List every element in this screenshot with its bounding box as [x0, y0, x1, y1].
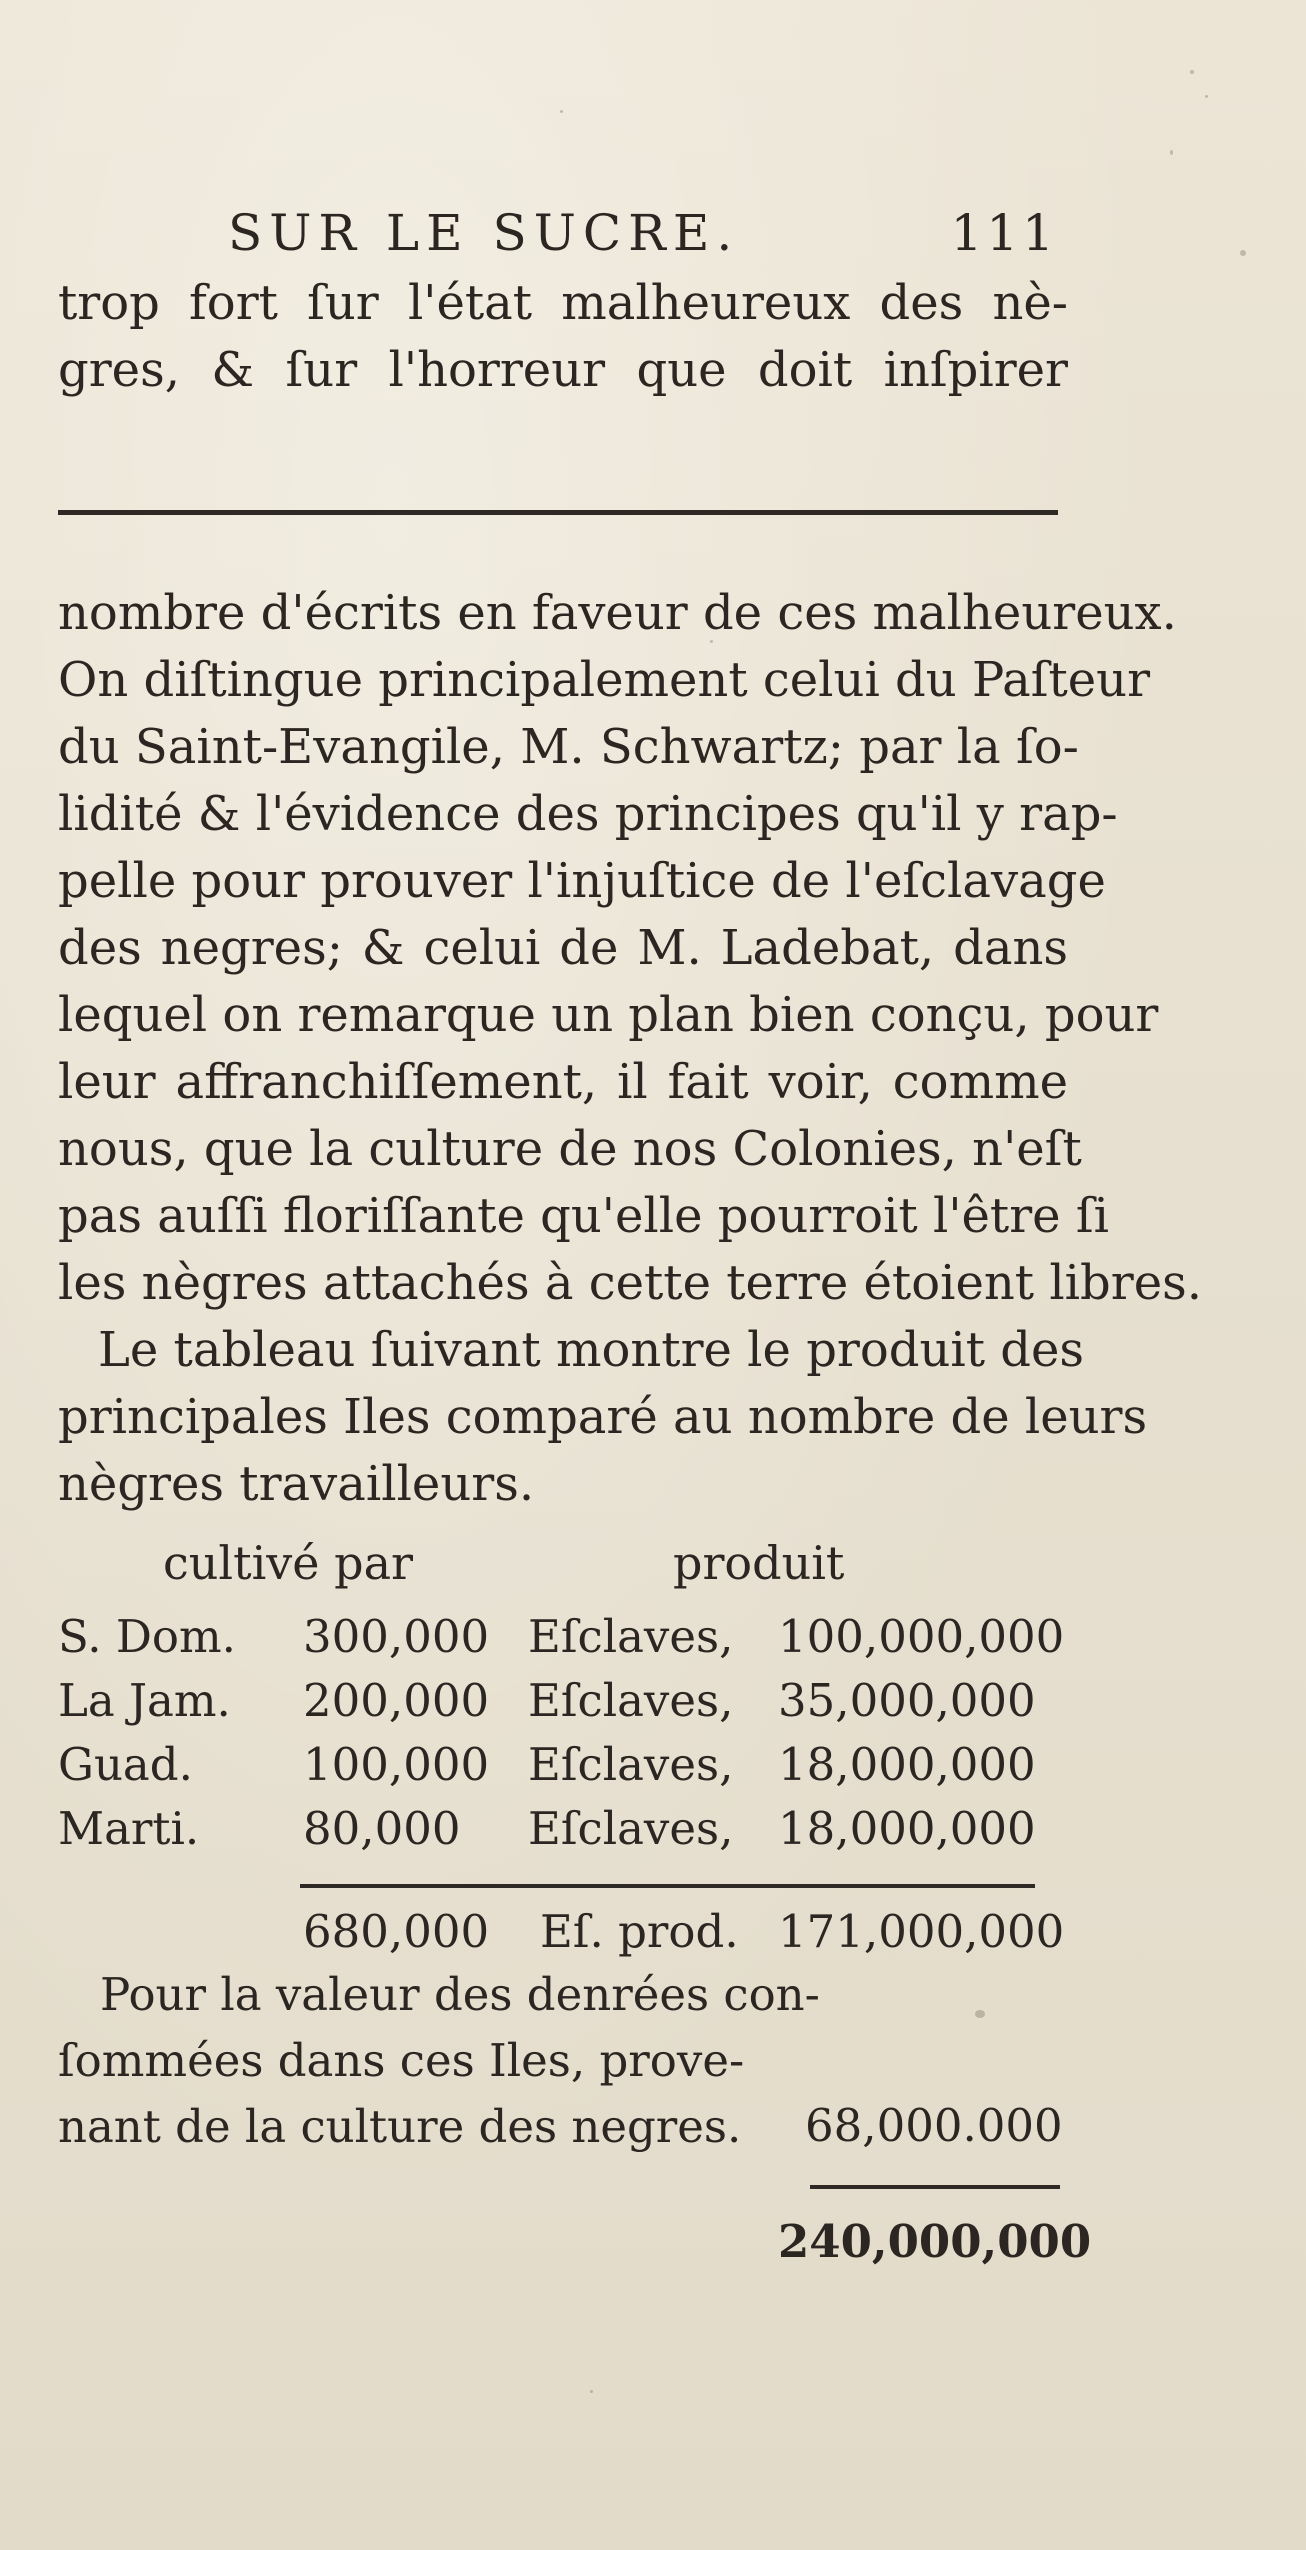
- text-line: les nègres attachés à cette terre étoient libres.: [58, 1255, 1202, 1311]
- table-total-row: [58, 1905, 1068, 1969]
- text-line: lequel on remarque un plan bien conçu, pour: [58, 987, 1159, 1043]
- main-paragraph: [58, 580, 1202, 1317]
- isle-name: Marti.: [58, 1802, 200, 1855]
- total-product-value: 171,000,000: [778, 1905, 1065, 1958]
- slave-count: 200,000: [303, 1674, 490, 1727]
- category-label: Eſclaves,: [528, 1674, 734, 1727]
- column-header-cultivated: cultivé par: [163, 1536, 413, 1590]
- running-head: [228, 198, 1058, 268]
- text-line: nombre d'écrits en faveur de ces malheureux.: [58, 585, 1177, 641]
- section-rule: [58, 510, 1058, 515]
- text-line: lidité & l'évidence des principes qu'il y rap-: [58, 786, 1118, 842]
- text-line: Pour la valeur des denrées con-: [100, 1968, 820, 2021]
- running-title: SUR LE SUCRE.: [228, 204, 740, 262]
- category-label: Eſclaves,: [528, 1802, 734, 1855]
- paper-speck: [1190, 70, 1194, 74]
- top-paragraph: [58, 270, 1068, 404]
- text-line: Le tableau ſuivant montre le produit des: [98, 1322, 1085, 1378]
- table-row: [58, 1802, 1068, 1866]
- isle-name: Guad.: [58, 1738, 193, 1791]
- paper-speck: [1240, 250, 1246, 256]
- table-header: [58, 1536, 1068, 1600]
- paper-speck: [590, 2390, 593, 2393]
- product-value: 35,000,000: [778, 1674, 1036, 1727]
- table-row: [58, 1674, 1068, 1738]
- grand-total: 240,000,000: [778, 2215, 1092, 2268]
- isle-name: La Jam.: [58, 1674, 231, 1727]
- text-line: ſommées dans ces Iles, prove-: [58, 2034, 745, 2087]
- text-line: pas auſſi floriſſante qu'elle pourroit l'être ſi: [58, 1188, 1109, 1244]
- slave-count: 100,000: [303, 1738, 490, 1791]
- consumption-note: [58, 1962, 820, 2160]
- text-line: gres, & ſur l'horreur que doit inſpirer: [58, 342, 1068, 398]
- column-header-product: produit: [673, 1536, 845, 1590]
- text-line: On diſtingue principalement celui du Paſteur: [58, 652, 1151, 708]
- product-value: 18,000,000: [778, 1802, 1036, 1855]
- sum-rule: [300, 1884, 1035, 1888]
- text-line: nant de la culture des negres.: [58, 2100, 742, 2153]
- isle-name: S. Dom.: [58, 1610, 236, 1663]
- total-category-label: Eſ. prod.: [540, 1905, 739, 1958]
- table-row: [58, 1610, 1068, 1674]
- table-row: [58, 1738, 1068, 1802]
- text-line: du Saint-Evangile, M. Schwartz; par la ſo-: [58, 719, 1079, 775]
- consumption-value: 68,000.000: [805, 2099, 1063, 2152]
- text-line: leur affranchiſſement, il fait voir, comme: [58, 1054, 1068, 1110]
- final-rule: [810, 2185, 1060, 2189]
- paper-speck: [1205, 95, 1208, 98]
- text-line: principales Iles comparé au nombre de leurs: [58, 1389, 1148, 1445]
- text-line: pelle pour prouver l'injuſtice de l'eſclavage: [58, 853, 1106, 909]
- text-line: nous, que la culture de nos Colonies, n'eſt: [58, 1121, 1082, 1177]
- product-value: 100,000,000: [778, 1610, 1065, 1663]
- page-number: 111: [950, 204, 1058, 262]
- paper-speck: [975, 2010, 985, 2018]
- product-value: 18,000,000: [778, 1738, 1036, 1791]
- text-line: nègres travailleurs.: [58, 1456, 535, 1512]
- slave-count: 80,000: [303, 1802, 461, 1855]
- text-line: des negres; & celui de M. Ladebat, dans: [58, 920, 1068, 976]
- category-label: Eſclaves,: [528, 1738, 734, 1791]
- text-line: trop fort ſur l'état malheureux des nè-: [58, 275, 1068, 331]
- intro-paragraph: [58, 1317, 1148, 1518]
- paper-speck: [560, 110, 563, 113]
- paper-speck: [1170, 150, 1173, 155]
- slave-count: 300,000: [303, 1610, 490, 1663]
- total-slave-count: 680,000: [303, 1905, 490, 1958]
- category-label: Eſclaves,: [528, 1610, 734, 1663]
